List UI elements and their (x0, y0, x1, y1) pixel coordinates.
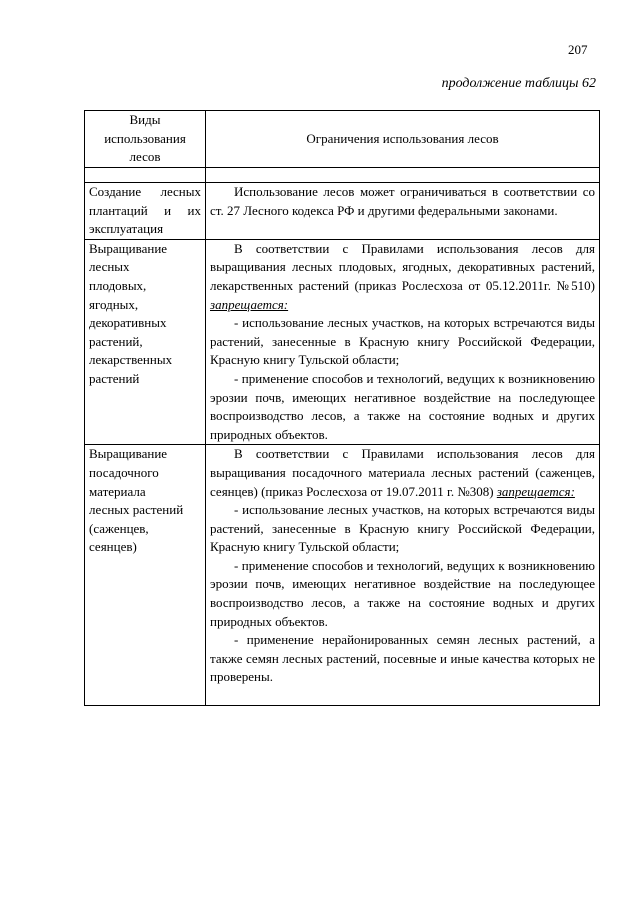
restriction-paragraph (210, 370, 595, 444)
header-forest-use-type (85, 111, 206, 168)
header-line: использования (104, 130, 186, 146)
paragraph-text: В соответствии с Правилами использования лесов для выращивания лесных плодовых, ягодных, декоративных растений, лекарственных растений (приказ Рослесхоза от 05.12.2011г. №510) (210, 240, 595, 293)
use-type-line: лекарственных (89, 352, 173, 368)
restriction-paragraph (210, 631, 595, 687)
restriction-paragraph (210, 501, 595, 557)
table-header-row (85, 111, 600, 168)
restriction-paragraph (210, 240, 595, 314)
use-type-line: лесных растений (89, 502, 184, 518)
spacer-row (85, 168, 600, 183)
restriction-paragraph (210, 183, 595, 220)
use-type-line: сеянцев) (89, 539, 137, 555)
use-type-line: материала (89, 483, 146, 499)
restrictions-cell (206, 239, 600, 445)
use-type-line: Выращивание (89, 446, 168, 462)
use-type-line: плодовых, (89, 277, 147, 293)
forest-use-type-cell (85, 445, 206, 706)
prohibited-emphasis: запрещается: (210, 296, 289, 312)
header-line: лесов (129, 149, 161, 165)
forest-use-type-cell (85, 239, 206, 445)
forest-use-type-cell (85, 183, 206, 240)
use-type-line: эксплуатация (89, 221, 164, 237)
restrictions-table (84, 110, 600, 706)
restrictions-cell (206, 445, 600, 706)
use-type-line: Выращивание (89, 240, 168, 256)
paragraph-text: Использование лесов может ограничиваться в соответствии со ст. 27 Лесного кодекса РФ и другими федеральными законами. (210, 184, 595, 218)
header-line: Виды (129, 112, 161, 128)
use-type-line: декоративных (89, 315, 167, 331)
header-text: Ограничения использования лесов (306, 130, 499, 146)
use-type-line: лесных (89, 259, 130, 275)
paragraph-text: - использование лесных участков, на которых встречаются виды растений, занесенные в Красную книгу Российской Федерации, Красную книгу Тульской области; (210, 502, 595, 555)
use-type-line: растений, (89, 333, 143, 349)
use-type-line: растений (89, 370, 140, 386)
paragraph-text: - применение способов и технологий, ведущих к возникновению эрозии почв, имеющих негативное воздействие на последующее воспроизводство лесов, а также на состояние водных и других природных объектов. (210, 557, 595, 629)
use-type-line: ягодных, (89, 296, 139, 312)
table-row (85, 239, 600, 445)
use-type-line: посадочного (89, 464, 159, 480)
restrictions-cell (206, 183, 600, 240)
restriction-paragraph (210, 445, 595, 501)
restriction-paragraph (210, 314, 595, 370)
restriction-paragraph (210, 557, 595, 631)
paragraph-text: В соответствии с Правилами использования лесов для выращивания посадочного материала лесных растений (саженцев, сеянцев) (приказ Рослесхоза от 19.07.2011 г. №308) (210, 446, 595, 499)
table-row (85, 445, 600, 706)
use-type-line: Создание лесных (89, 184, 201, 199)
cell-bottom-space (210, 687, 595, 705)
table-row (85, 183, 600, 240)
page-number: 207 (568, 42, 588, 57)
prohibited-emphasis: запрещается: (496, 483, 575, 499)
paragraph-text: - применение способов и технологий, ведущих к возникновению эрозии почв, имеющих негативное воздействие на последующее воспроизводство лесов, а также на состояние водных и других природных объектов. (210, 370, 595, 442)
header-restrictions (206, 111, 600, 168)
use-type-line: плантаций и их (89, 202, 201, 218)
paragraph-text: - применение нерайонированных семян лесных растений, а также семян лесных растений, посевные и иные качества которых не проверены. (210, 632, 595, 685)
paragraph-text: - использование лесных участков, на которых встречаются виды растений, занесенные в Красную книгу Российской Федерации, Красную книгу Тульской области; (210, 315, 595, 368)
use-type-line: (саженцев, (89, 520, 149, 536)
table-continuation-caption: продолжение таблицы 62 (441, 76, 596, 91)
